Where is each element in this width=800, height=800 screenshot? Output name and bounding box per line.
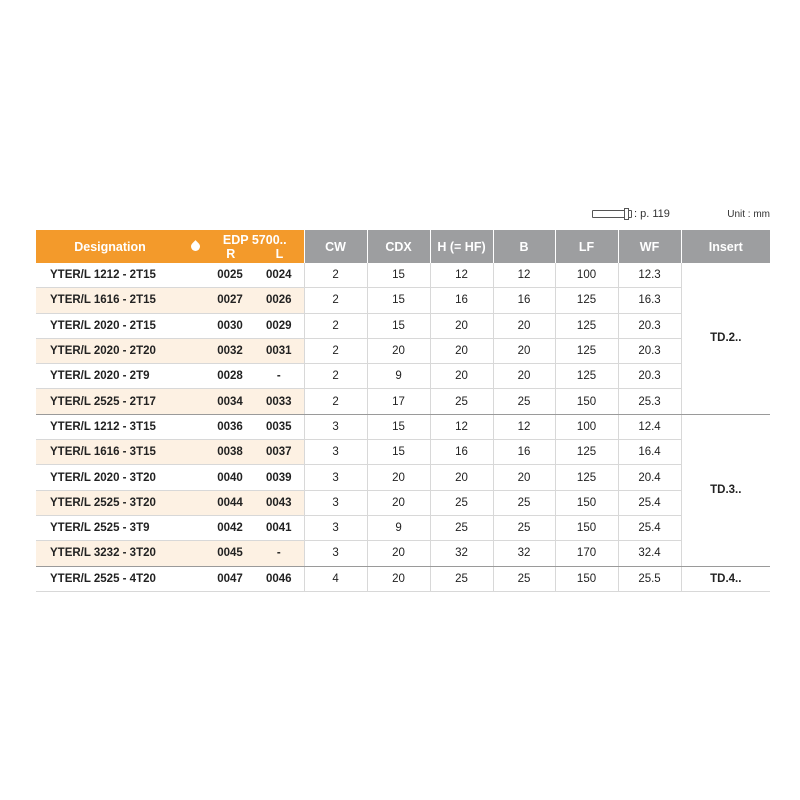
cell-b: 20	[493, 364, 555, 389]
cell-wf: 20.3	[618, 338, 681, 363]
cell-edp-r: 0042	[206, 515, 254, 540]
cell-b: 25	[493, 566, 555, 591]
cell-b: 20	[493, 338, 555, 363]
cell-edp-l: 0039	[254, 465, 304, 490]
cell-wf: 25.3	[618, 389, 681, 414]
cell-h: 25	[430, 566, 493, 591]
cell-edp-r: 0025	[206, 263, 254, 288]
col-insert: Insert	[681, 230, 770, 263]
cell-edp-r: 0036	[206, 414, 254, 439]
cell-h: 25	[430, 515, 493, 540]
cell-wf: 20.3	[618, 313, 681, 338]
cell-designation: YTER/L 1212 - 3T15	[36, 414, 206, 439]
cell-lf: 125	[555, 288, 618, 313]
cell-edp-l: 0033	[254, 389, 304, 414]
cell-edp-l: 0037	[254, 440, 304, 465]
cell-edp-r: 0030	[206, 313, 254, 338]
cell-edp-r: 0028	[206, 364, 254, 389]
cell-edp-l: 0046	[254, 566, 304, 591]
cell-edp-l: 0043	[254, 490, 304, 515]
cell-designation: YTER/L 2020 - 3T20	[36, 465, 206, 490]
cell-lf: 125	[555, 338, 618, 363]
cell-edp-r: 0044	[206, 490, 254, 515]
cell-wf: 25.4	[618, 515, 681, 540]
cell-cw: 2	[304, 288, 367, 313]
table-header	[36, 230, 770, 263]
cell-edp-r: 0027	[206, 288, 254, 313]
cell-b: 16	[493, 440, 555, 465]
cell-edp-r: 0034	[206, 389, 254, 414]
coolant-header-cell	[184, 230, 206, 263]
cell-cdx: 20	[367, 338, 430, 363]
cell-designation: YTER/L 1616 - 3T15	[36, 440, 206, 465]
cell-lf: 125	[555, 465, 618, 490]
edp-l-label: L	[275, 246, 284, 261]
coolant-drop-icon	[189, 240, 202, 253]
cell-edp-l: 0041	[254, 515, 304, 540]
cell-cw: 3	[304, 465, 367, 490]
edp-label: EDP 5700..	[222, 232, 287, 247]
cell-cw: 3	[304, 490, 367, 515]
spec-table	[36, 230, 770, 592]
cell-h: 12	[430, 414, 493, 439]
cell-lf: 170	[555, 541, 618, 566]
cell-h: 32	[430, 541, 493, 566]
cell-edp-r: 0047	[206, 566, 254, 591]
cell-designation: YTER/L 1616 - 2T15	[36, 288, 206, 313]
cell-edp-l: -	[254, 541, 304, 566]
edp-r-label: R	[226, 246, 236, 261]
cell-edp-r: 0040	[206, 465, 254, 490]
cell-lf: 100	[555, 414, 618, 439]
table-row	[36, 338, 770, 363]
cell-insert: TD.3..	[681, 414, 770, 566]
table-row	[36, 389, 770, 414]
table-row	[36, 263, 770, 288]
cell-cw: 2	[304, 313, 367, 338]
col-b: B	[493, 230, 555, 263]
cell-b: 25	[493, 515, 555, 540]
cell-wf: 12.4	[618, 414, 681, 439]
cell-cdx: 20	[367, 541, 430, 566]
table-row	[36, 414, 770, 439]
col-cdx: CDX	[367, 230, 430, 263]
cell-h: 12	[430, 263, 493, 288]
unit-label: Unit : mm	[727, 209, 770, 220]
cell-lf: 125	[555, 440, 618, 465]
cell-b: 12	[493, 263, 555, 288]
col-cw: CW	[304, 230, 367, 263]
cell-designation: YTER/L 3232 - 3T20	[36, 541, 206, 566]
cell-cdx: 9	[367, 364, 430, 389]
cell-b: 32	[493, 541, 555, 566]
cell-cdx: 20	[367, 490, 430, 515]
cell-cw: 3	[304, 414, 367, 439]
cell-h: 16	[430, 440, 493, 465]
cell-cw: 3	[304, 515, 367, 540]
cell-wf: 32.4	[618, 541, 681, 566]
table-row	[36, 288, 770, 313]
cell-edp-r: 0038	[206, 440, 254, 465]
table-row	[36, 490, 770, 515]
cell-designation: YTER/L 2020 - 2T9	[36, 364, 206, 389]
table-caption	[36, 207, 770, 225]
cell-b: 25	[493, 389, 555, 414]
cell-lf: 150	[555, 566, 618, 591]
cell-designation: YTER/L 2525 - 3T20	[36, 490, 206, 515]
cell-h: 20	[430, 313, 493, 338]
cell-lf: 150	[555, 515, 618, 540]
table-row	[36, 541, 770, 566]
cell-wf: 16.3	[618, 288, 681, 313]
cell-wf: 20.4	[618, 465, 681, 490]
cell-edp-l: -	[254, 364, 304, 389]
cell-h: 20	[430, 364, 493, 389]
table-row	[36, 440, 770, 465]
cell-wf: 20.3	[618, 364, 681, 389]
cell-cw: 4	[304, 566, 367, 591]
col-edp	[206, 230, 304, 263]
cell-edp-l: 0026	[254, 288, 304, 313]
table-row	[36, 364, 770, 389]
cell-b: 16	[493, 288, 555, 313]
cell-cdx: 17	[367, 389, 430, 414]
cell-lf: 150	[555, 490, 618, 515]
col-wf: WF	[618, 230, 681, 263]
cell-cw: 3	[304, 541, 367, 566]
cell-insert: TD.2..	[681, 263, 770, 414]
cell-cdx: 15	[367, 288, 430, 313]
cell-cdx: 20	[367, 465, 430, 490]
cell-cw: 2	[304, 263, 367, 288]
cell-cw: 2	[304, 338, 367, 363]
cell-cdx: 15	[367, 440, 430, 465]
cell-h: 20	[430, 338, 493, 363]
table-row	[36, 515, 770, 540]
cell-wf: 25.4	[618, 490, 681, 515]
col-designation: Designation	[36, 230, 184, 263]
page-reference-label: : p. 119	[634, 208, 670, 220]
cell-wf: 25.5	[618, 566, 681, 591]
cell-edp-l: 0024	[254, 263, 304, 288]
cell-cdx: 20	[367, 566, 430, 591]
cell-cdx: 15	[367, 263, 430, 288]
cell-cdx: 15	[367, 414, 430, 439]
cell-b: 20	[493, 313, 555, 338]
col-h: H (= HF)	[430, 230, 493, 263]
holder-bar-icon	[592, 210, 632, 218]
cell-h: 25	[430, 490, 493, 515]
table-row	[36, 313, 770, 338]
cell-h: 16	[430, 288, 493, 313]
col-lf: LF	[555, 230, 618, 263]
table-row	[36, 465, 770, 490]
cell-cw: 2	[304, 364, 367, 389]
cell-lf: 125	[555, 364, 618, 389]
cell-designation: YTER/L 2525 - 3T9	[36, 515, 206, 540]
cell-h: 25	[430, 389, 493, 414]
cell-edp-l: 0031	[254, 338, 304, 363]
cell-edp-r: 0045	[206, 541, 254, 566]
cell-cw: 3	[304, 440, 367, 465]
cell-b: 20	[493, 465, 555, 490]
cell-cdx: 9	[367, 515, 430, 540]
cell-b: 25	[493, 490, 555, 515]
cell-edp-l: 0035	[254, 414, 304, 439]
cell-designation: YTER/L 1212 - 2T15	[36, 263, 206, 288]
cell-designation: YTER/L 2525 - 4T20	[36, 566, 206, 591]
cell-lf: 100	[555, 263, 618, 288]
cell-edp-l: 0029	[254, 313, 304, 338]
cell-b: 12	[493, 414, 555, 439]
cell-wf: 16.4	[618, 440, 681, 465]
page-reference[interactable]	[592, 208, 670, 220]
cell-designation: YTER/L 2020 - 2T15	[36, 313, 206, 338]
cell-lf: 150	[555, 389, 618, 414]
cell-designation: YTER/L 2020 - 2T20	[36, 338, 206, 363]
cell-edp-r: 0032	[206, 338, 254, 363]
cell-h: 20	[430, 465, 493, 490]
cell-wf: 12.3	[618, 263, 681, 288]
cell-cdx: 15	[367, 313, 430, 338]
cell-cw: 2	[304, 389, 367, 414]
cell-designation: YTER/L 2525 - 2T17	[36, 389, 206, 414]
cell-insert: TD.4..	[681, 566, 770, 591]
table-row	[36, 566, 770, 591]
cell-lf: 125	[555, 313, 618, 338]
